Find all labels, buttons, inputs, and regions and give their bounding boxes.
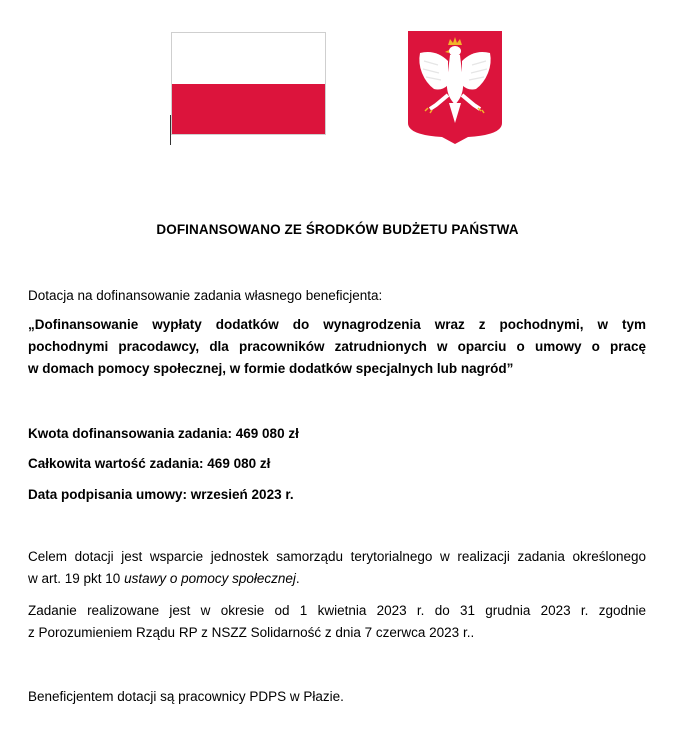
goal-line: Celem dotacji jest wsparcie jednostek samorządu terytorialnego w realizacji zadania określonego <box>28 549 646 564</box>
period-line: Zadanie realizowane jest w okresie od 1 kwietnia 2023 r. do 31 grudnia 2023 r. zgodnie <box>28 603 646 618</box>
flag-white-stripe <box>172 33 325 84</box>
task-name-line: w domach pomocy społecznej, w formie dodatków specjalnych lub nagród” <box>28 361 514 376</box>
polish-eagle-emblem-icon <box>408 31 502 144</box>
goal-line <box>28 568 646 590</box>
text-cursor <box>170 115 171 145</box>
page-title: DOFINANSOWANO ZE ŚRODKÓW BUDŻETU PAŃSTWA <box>156 222 519 237</box>
intro-text: Dotacja na dofinansowanie zadania własnego beneficjenta: <box>28 288 383 303</box>
polish-flag-icon <box>171 32 326 135</box>
task-name-line: „Dofinansowanie wypłaty dodatków do wynagrodzenia wraz z pochodnymi, w tym <box>28 317 646 332</box>
task-name-line: pochodnymi pracodawcy, dla pracowników zatrudnionych w oparciu o umowy o pracę <box>28 339 646 354</box>
flag-red-stripe <box>172 84 325 135</box>
signing-date: Data podpisania umowy: wrzesień 2023 r. <box>28 487 294 502</box>
goal-paragraph <box>28 546 646 590</box>
funding-amount: Kwota dofinansowania zadania: 469 080 zł <box>28 426 299 441</box>
period-line: z Porozumieniem Rządu RP z NSZZ Solidarność z dnia 7 czerwca 2023 r.. <box>28 625 475 640</box>
goal-suffix: . <box>295 571 300 586</box>
act-name: ustawy o pomocy społecznej <box>124 571 296 586</box>
total-value: Całkowita wartość zadania: 469 080 zł <box>28 456 271 471</box>
beneficiary-text: Beneficjentem dotacji są pracownicy PDPS w Płazie. <box>28 689 344 704</box>
goal-prefix: w art. 19 pkt 10 <box>28 571 125 586</box>
task-name <box>28 314 646 380</box>
period-paragraph <box>28 600 646 644</box>
